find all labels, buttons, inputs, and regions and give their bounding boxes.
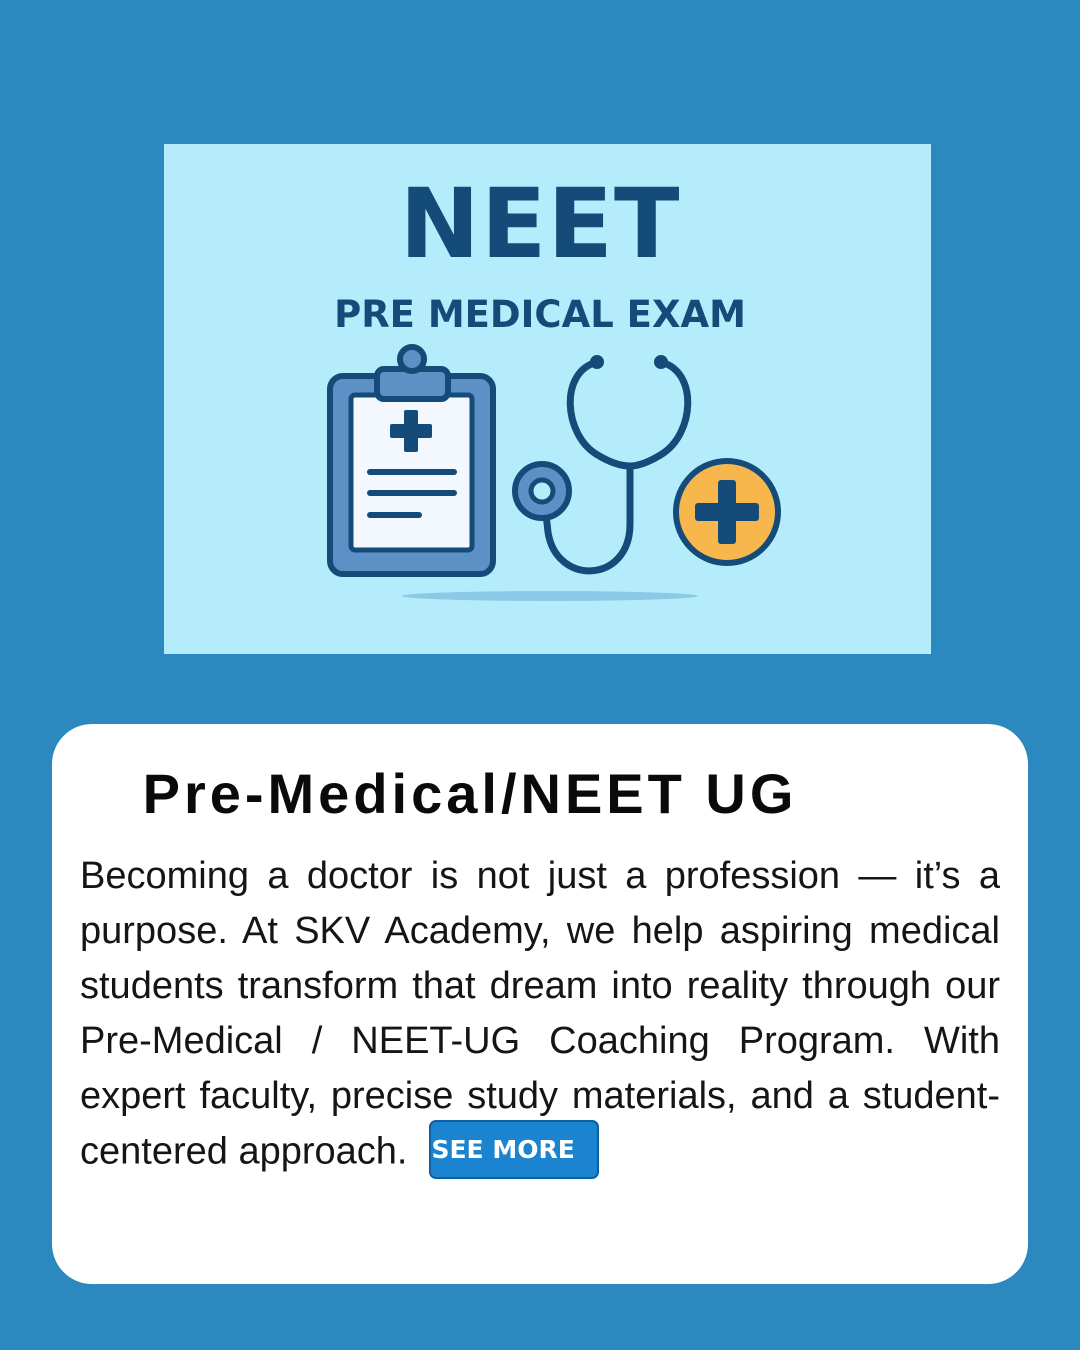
stethoscope-icon [515,355,688,571]
clipboard-icon [330,347,493,574]
program-title: Pre-Medical/NEET UG [142,762,798,825]
banner-subtitle: PRE MEDICAL EXAM [334,293,746,336]
description-text: Becoming a doctor is not just a profession — it’s a purpose. At SKV Academy, we help aspiring medical students transform that dream into reality through our Pre-Medical / NEET-UG Coaching Program. With expert faculty, precise study materials, and a student-centered approach. [80,855,1000,1173]
banner-title: NEET [399,168,681,280]
see-more-button[interactable]: SEE MORE [429,1120,599,1179]
plus-badge-icon [676,461,778,563]
floor-shadow [402,591,698,601]
program-description [80,849,1000,1183]
